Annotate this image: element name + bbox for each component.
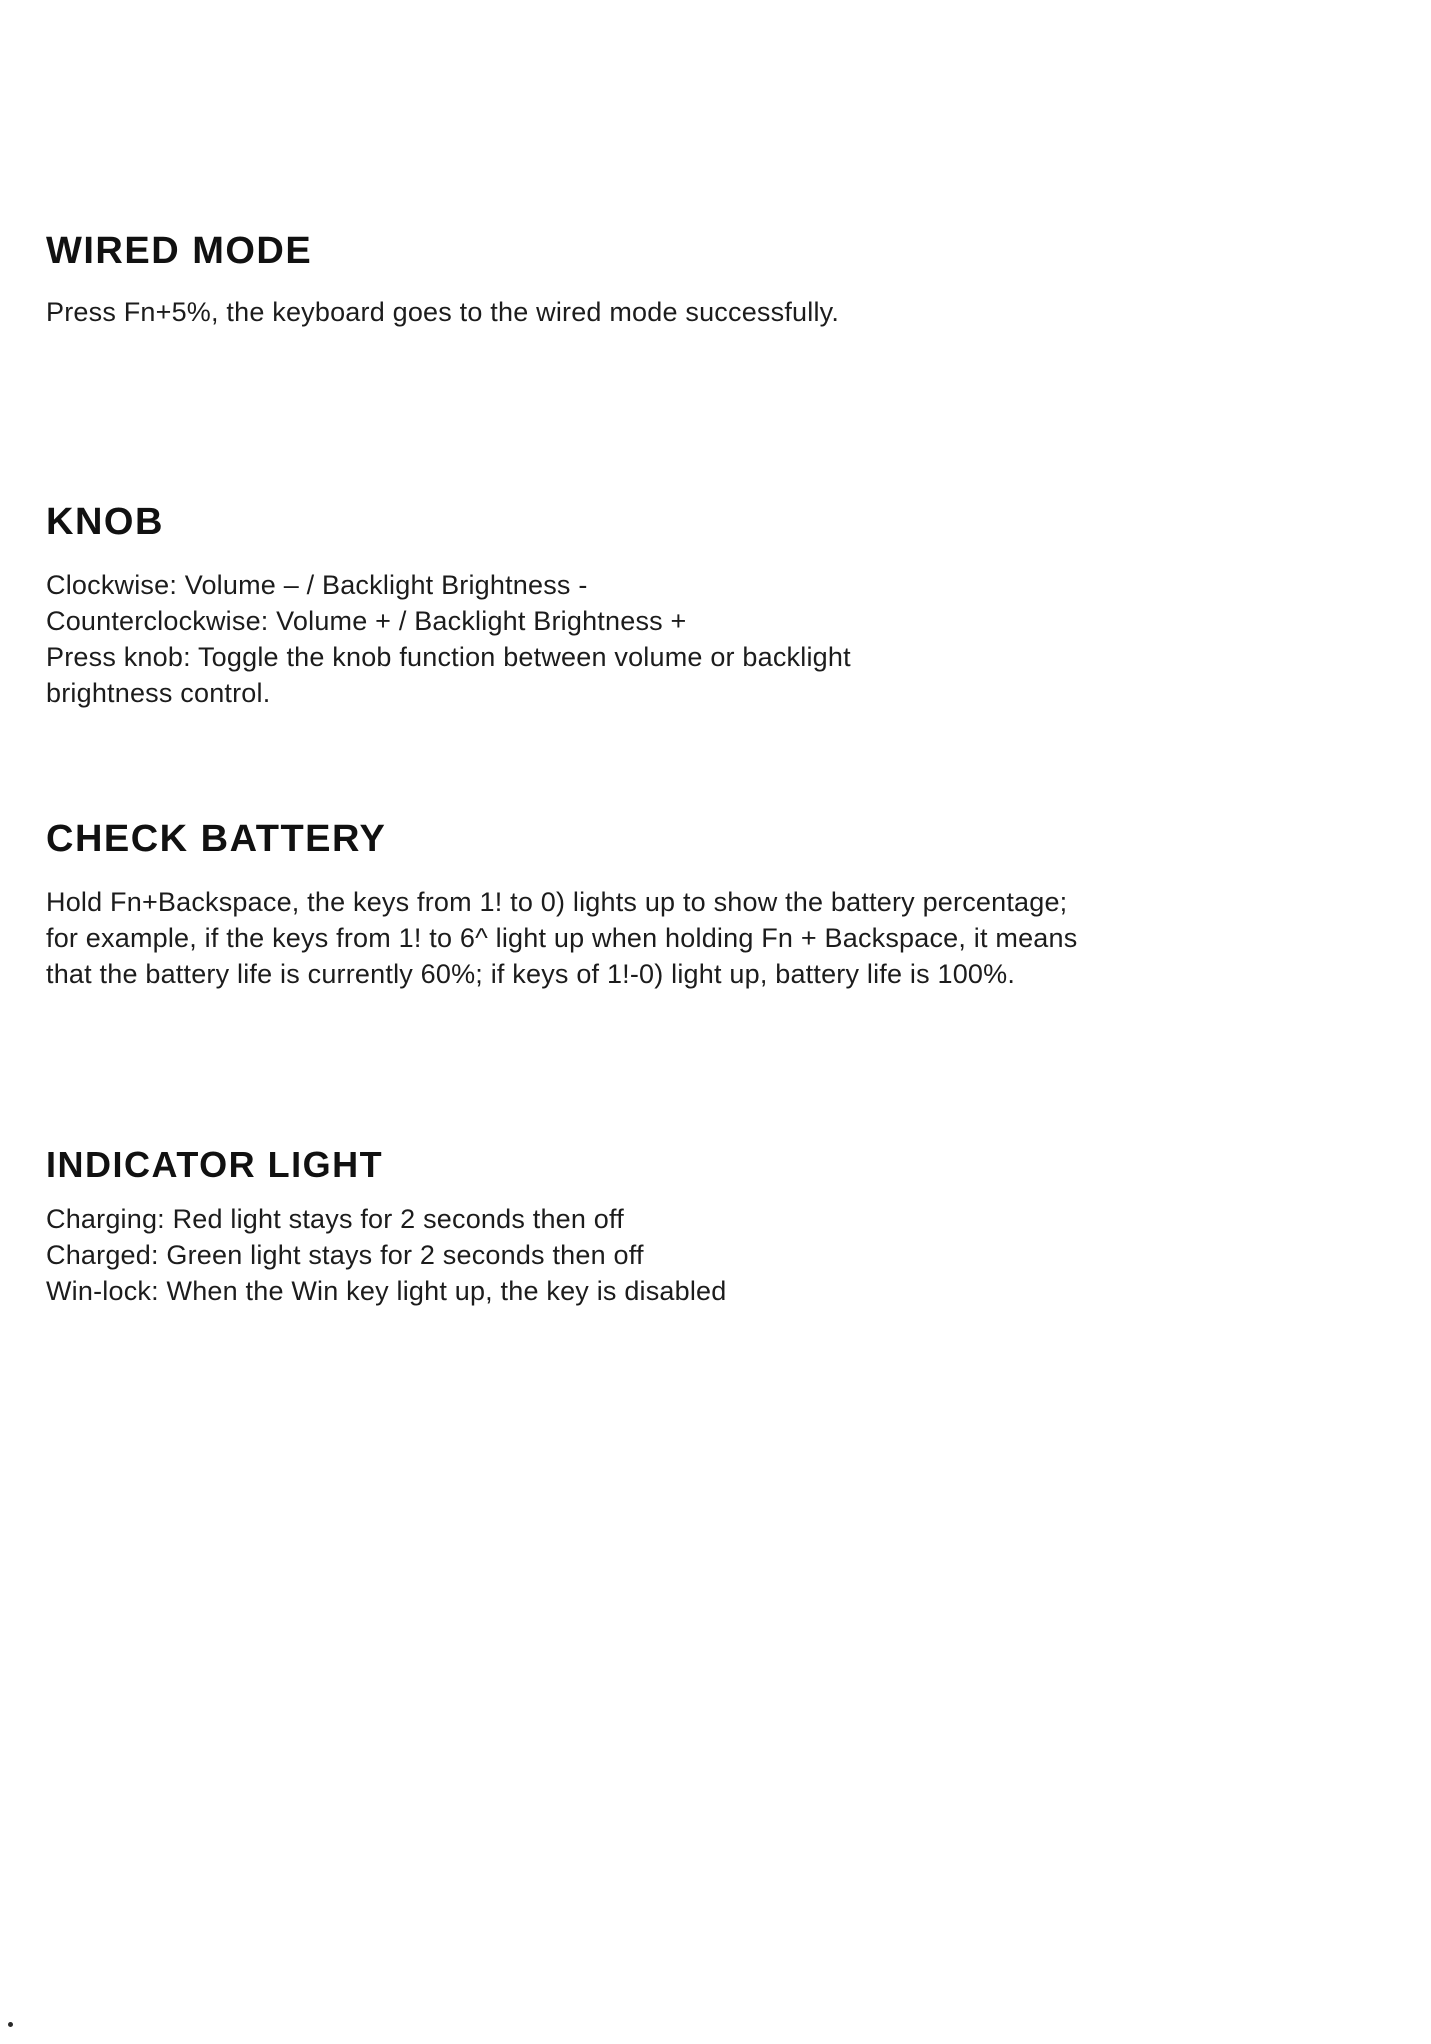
wired-mode-body <box>46 294 1371 330</box>
check-battery-body <box>46 884 1371 992</box>
page-artifact-dot <box>8 2022 13 2027</box>
body-line: for example, if the keys from 1! to 6^ light up when holding Fn + Backspace, it means <box>46 922 1078 953</box>
body-line: Press knob: Toggle the knob function between volume or backlight <box>46 641 851 672</box>
indicator-light-heading: INDICATOR LIGHT <box>46 1144 384 1185</box>
body-line: Charged: Green light stays for 2 seconds then off <box>46 1240 644 1271</box>
body-line: Counterclockwise: Volume + / Backlight Brightness + <box>46 605 687 636</box>
body-line: Press Fn+5%, the keyboard goes to the wired mode successfully. <box>46 296 840 327</box>
body-line: Hold Fn+Backspace, the keys from 1! to 0) lights up to show the battery percentage; <box>46 886 1068 917</box>
body-line: Win-lock: When the Win key light up, the key is disabled <box>46 1276 727 1307</box>
indicator-light-body <box>46 1201 1371 1309</box>
knob-heading: KNOB <box>46 501 164 543</box>
section-wired-mode <box>46 230 1371 330</box>
wired-mode-heading: WIRED MODE <box>46 230 313 272</box>
body-line: brightness control. <box>46 677 271 708</box>
body-line: Clockwise: Volume – / Backlight Brightness - <box>46 569 588 600</box>
body-line: Charging: Red light stays for 2 seconds then off <box>46 1204 624 1235</box>
knob-body <box>46 567 1371 711</box>
section-indicator-light <box>46 1144 1371 1309</box>
section-knob <box>46 501 1371 711</box>
section-check-battery <box>46 818 1371 992</box>
check-battery-heading: CHECK BATTERY <box>46 818 387 860</box>
body-line: that the battery life is currently 60%; if keys of 1!-0) light up, battery life is 100%. <box>46 958 1016 989</box>
